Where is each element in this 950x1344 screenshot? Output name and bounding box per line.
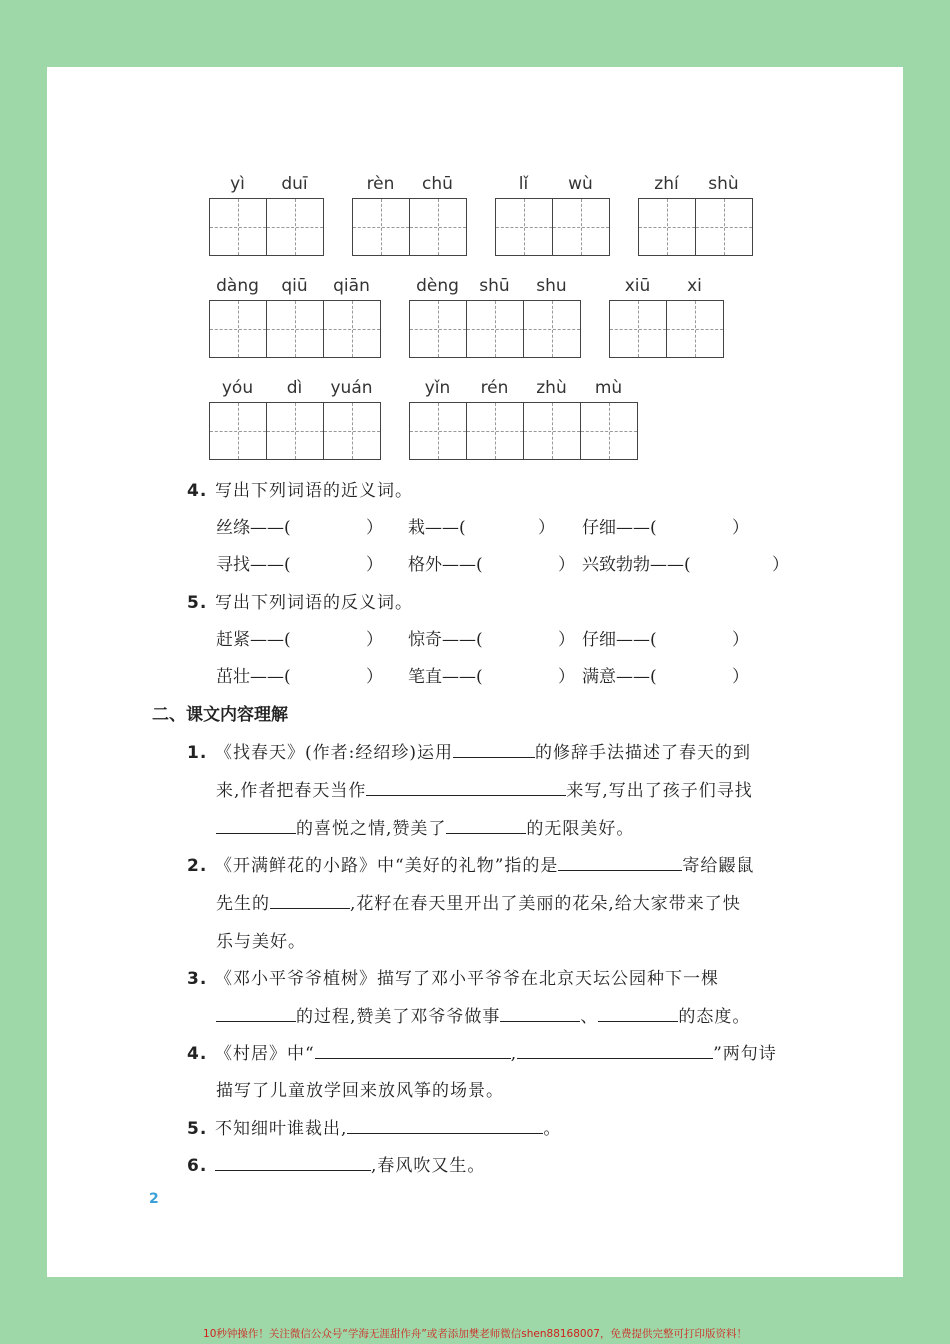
synonym-word: 丝绦——( bbox=[216, 518, 291, 538]
writing-cell[interactable] bbox=[696, 199, 752, 255]
pinyin-syllable: zhí bbox=[654, 174, 679, 194]
writing-cell[interactable] bbox=[267, 301, 324, 357]
item-text: 来写,写出了孩子们寻找 bbox=[566, 781, 753, 801]
answer-blank[interactable] bbox=[315, 1040, 511, 1059]
antonym-word: 赶紧——( bbox=[216, 630, 291, 650]
pinyin-syllable: qiū bbox=[281, 276, 308, 296]
item-text: , bbox=[510, 1044, 518, 1064]
writing-cell[interactable] bbox=[267, 403, 324, 459]
item-text: 的修辞手法描述了春天的到 bbox=[535, 743, 751, 763]
writing-cell[interactable] bbox=[496, 199, 553, 255]
item-1-line-3 bbox=[216, 814, 634, 839]
answer-blank[interactable] bbox=[500, 1003, 580, 1022]
pinyin-word-group bbox=[352, 174, 467, 256]
item-1-line-1 bbox=[187, 738, 751, 763]
writing-boxes bbox=[409, 402, 638, 460]
writing-cell[interactable] bbox=[581, 403, 637, 459]
close-paren: ） bbox=[732, 630, 749, 650]
close-paren: ） bbox=[366, 667, 383, 687]
item-2-line-1 bbox=[187, 851, 754, 876]
pinyin-word-group bbox=[638, 174, 753, 256]
item-number: 6. bbox=[187, 1156, 208, 1176]
item-number: 5. bbox=[187, 1119, 208, 1139]
pinyin-syllable: shu bbox=[536, 276, 567, 296]
synonym-word: 格外——( bbox=[408, 555, 483, 575]
close-paren: ） bbox=[558, 630, 575, 650]
item-text: ”两句诗 bbox=[713, 1044, 777, 1064]
pinyin-labels bbox=[409, 378, 638, 402]
antonym-word: 仔细——( bbox=[582, 630, 657, 650]
writing-boxes bbox=[495, 198, 610, 256]
answer-blank[interactable] bbox=[366, 777, 566, 796]
close-paren: ） bbox=[558, 555, 575, 575]
close-paren: ） bbox=[366, 518, 383, 538]
pinyin-syllable: rén bbox=[480, 378, 509, 398]
answer-blank[interactable] bbox=[598, 1003, 678, 1022]
item-text: 不知细叶谁裁出, bbox=[215, 1119, 348, 1139]
answer-blank[interactable] bbox=[446, 815, 526, 834]
close-paren: ） bbox=[558, 667, 575, 687]
writing-cell[interactable] bbox=[210, 199, 267, 255]
pinyin-syllable: yǐn bbox=[424, 378, 451, 398]
writing-boxes bbox=[209, 300, 381, 358]
item-text: 的过程,赞美了邓爷爷做事 bbox=[296, 1007, 501, 1027]
writing-boxes bbox=[352, 198, 467, 256]
writing-cell[interactable] bbox=[267, 199, 323, 255]
pinyin-word-group bbox=[209, 276, 381, 358]
writing-cell[interactable] bbox=[210, 301, 267, 357]
close-paren: ） bbox=[538, 518, 555, 538]
writing-cell[interactable] bbox=[553, 199, 609, 255]
item-text: 的无限美好。 bbox=[526, 819, 635, 839]
item-text: 《找春天》(作者:经绍珍)运用 bbox=[215, 743, 453, 763]
antonym-word: 笔直——( bbox=[408, 667, 483, 687]
footer-promo-text: 10秒钟操作！关注微信公众号“学海无涯甜作舟”或者添加樊老师微信shen88168007，免费提供完整可打印版资料！ bbox=[203, 1328, 747, 1340]
item-text: 、 bbox=[580, 1007, 599, 1027]
writing-cell[interactable] bbox=[667, 301, 723, 357]
pinyin-syllable: mù bbox=[594, 378, 623, 398]
synonym-word: 仔细——( bbox=[582, 518, 657, 538]
pinyin-syllable: rèn bbox=[366, 174, 395, 194]
item-4-line-2 bbox=[216, 1076, 504, 1101]
writing-cell[interactable] bbox=[524, 301, 580, 357]
writing-cell[interactable] bbox=[324, 301, 380, 357]
pinyin-labels bbox=[209, 378, 381, 402]
pinyin-syllable: xiū bbox=[624, 276, 651, 296]
question-text: 写出下列词语的近义词。 bbox=[215, 481, 413, 501]
item-text: ,春风吹又生。 bbox=[371, 1156, 486, 1176]
question-number: 4. bbox=[187, 481, 208, 501]
answer-blank[interactable] bbox=[517, 1040, 713, 1059]
section-title: 二、课文内容理解 bbox=[152, 705, 288, 725]
pinyin-word-group bbox=[209, 174, 324, 256]
pinyin-syllable: wù bbox=[568, 174, 593, 194]
pinyin-labels bbox=[209, 174, 324, 198]
synonym-word: 寻找——( bbox=[216, 555, 291, 575]
pinyin-syllable: qiān bbox=[333, 276, 370, 296]
item-2-line-3 bbox=[216, 927, 306, 952]
item-text: 的喜悦之情,赞美了 bbox=[296, 819, 447, 839]
answer-blank[interactable] bbox=[216, 815, 296, 834]
close-paren: ） bbox=[732, 518, 749, 538]
antonym-word: 惊奇——( bbox=[408, 630, 483, 650]
item-text: 先生的 bbox=[216, 894, 270, 914]
pinyin-row-1 bbox=[209, 174, 781, 256]
question-4-title bbox=[187, 476, 413, 501]
item-text: 《村居》中“ bbox=[215, 1044, 315, 1064]
writing-cell[interactable] bbox=[410, 403, 467, 459]
item-number: 2. bbox=[187, 856, 208, 876]
writing-cell[interactable] bbox=[410, 301, 467, 357]
pinyin-syllable: yì bbox=[230, 174, 245, 194]
synonym-word: 栽——( bbox=[408, 518, 466, 538]
pinyin-labels bbox=[638, 174, 753, 198]
pinyin-labels bbox=[609, 276, 724, 300]
answer-blank[interactable] bbox=[270, 890, 350, 909]
pinyin-word-group bbox=[609, 276, 724, 358]
item-text: 《邓小平爷爷植树》描写了邓小平爷爷在北京天坛公园种下一棵 bbox=[215, 969, 719, 989]
pinyin-syllable: chū bbox=[422, 174, 453, 194]
close-paren: ） bbox=[772, 555, 789, 575]
pinyin-labels bbox=[409, 276, 581, 300]
pinyin-syllable: zhù bbox=[536, 378, 567, 398]
item-text: 《开满鲜花的小路》中“美好的礼物”指的是 bbox=[215, 856, 559, 876]
question-text: 写出下列词语的反义词。 bbox=[215, 593, 413, 613]
writing-cell[interactable] bbox=[639, 199, 696, 255]
answer-blank[interactable] bbox=[215, 1152, 371, 1171]
answer-blank[interactable] bbox=[347, 1115, 543, 1134]
pinyin-syllable: dàng bbox=[216, 276, 259, 296]
writing-boxes bbox=[638, 198, 753, 256]
item-4-line-1 bbox=[187, 1039, 777, 1064]
writing-boxes bbox=[209, 402, 381, 460]
writing-cell[interactable] bbox=[324, 403, 380, 459]
item-text: 来,作者把春天当作 bbox=[216, 781, 367, 801]
synonym-word: 兴致勃勃——( bbox=[582, 555, 691, 575]
answer-blank[interactable] bbox=[453, 739, 535, 758]
writing-boxes bbox=[609, 300, 724, 358]
writing-boxes bbox=[409, 300, 581, 358]
question-number: 5. bbox=[187, 593, 208, 613]
pinyin-labels bbox=[209, 276, 381, 300]
pinyin-syllable: lǐ bbox=[518, 174, 529, 194]
pinyin-syllable: xi bbox=[687, 276, 702, 296]
item-text: ,花籽在春天里开出了美丽的花朵,给大家带来了快 bbox=[350, 894, 741, 914]
pinyin-labels bbox=[352, 174, 467, 198]
pinyin-word-group bbox=[209, 378, 381, 460]
item-text: 描写了儿童放学回来放风筝的场景。 bbox=[216, 1081, 504, 1101]
close-paren: ） bbox=[366, 555, 383, 575]
close-paren: ） bbox=[732, 667, 749, 687]
item-6-line bbox=[187, 1151, 485, 1176]
writing-cell[interactable] bbox=[467, 403, 524, 459]
pinyin-syllable: shū bbox=[479, 276, 510, 296]
writing-cell[interactable] bbox=[410, 199, 466, 255]
pinyin-syllable: dì bbox=[286, 378, 303, 398]
item-number: 3. bbox=[187, 969, 208, 989]
writing-cell[interactable] bbox=[610, 301, 667, 357]
pinyin-word-group bbox=[409, 378, 638, 460]
pinyin-word-group bbox=[495, 174, 610, 256]
pinyin-labels bbox=[495, 174, 610, 198]
question-5-title bbox=[187, 588, 413, 613]
antonym-word: 满意——( bbox=[582, 667, 657, 687]
writing-cell[interactable] bbox=[210, 403, 267, 459]
writing-cell[interactable] bbox=[524, 403, 581, 459]
pinyin-syllable: yuán bbox=[330, 378, 373, 398]
page-number: 2 bbox=[149, 1191, 159, 1207]
writing-boxes bbox=[209, 198, 324, 256]
pinyin-syllable: duī bbox=[281, 174, 308, 194]
pinyin-row-3 bbox=[209, 378, 666, 460]
close-paren: ） bbox=[366, 630, 383, 650]
pinyin-row-2 bbox=[209, 276, 752, 358]
answer-blank[interactable] bbox=[216, 1003, 296, 1022]
item-3-line-2 bbox=[216, 1002, 750, 1027]
item-text: 乐与美好。 bbox=[216, 932, 306, 952]
item-text: 。 bbox=[543, 1119, 562, 1139]
item-5-line bbox=[187, 1114, 561, 1139]
pinyin-syllable: shù bbox=[708, 174, 739, 194]
writing-cell[interactable] bbox=[353, 199, 410, 255]
item-text: 寄给鼹鼠 bbox=[682, 856, 755, 876]
antonym-word: 茁壮——( bbox=[216, 667, 291, 687]
item-number: 4. bbox=[187, 1044, 208, 1064]
item-1-line-2 bbox=[216, 776, 753, 801]
item-text: 的态度。 bbox=[678, 1007, 751, 1027]
item-number: 1. bbox=[187, 743, 208, 763]
answer-blank[interactable] bbox=[558, 852, 682, 871]
pinyin-syllable: yóu bbox=[221, 378, 254, 398]
pinyin-syllable: dèng bbox=[416, 276, 459, 296]
pinyin-word-group bbox=[409, 276, 581, 358]
item-3-line-1 bbox=[187, 964, 719, 989]
writing-cell[interactable] bbox=[467, 301, 524, 357]
item-2-line-2 bbox=[216, 889, 741, 914]
